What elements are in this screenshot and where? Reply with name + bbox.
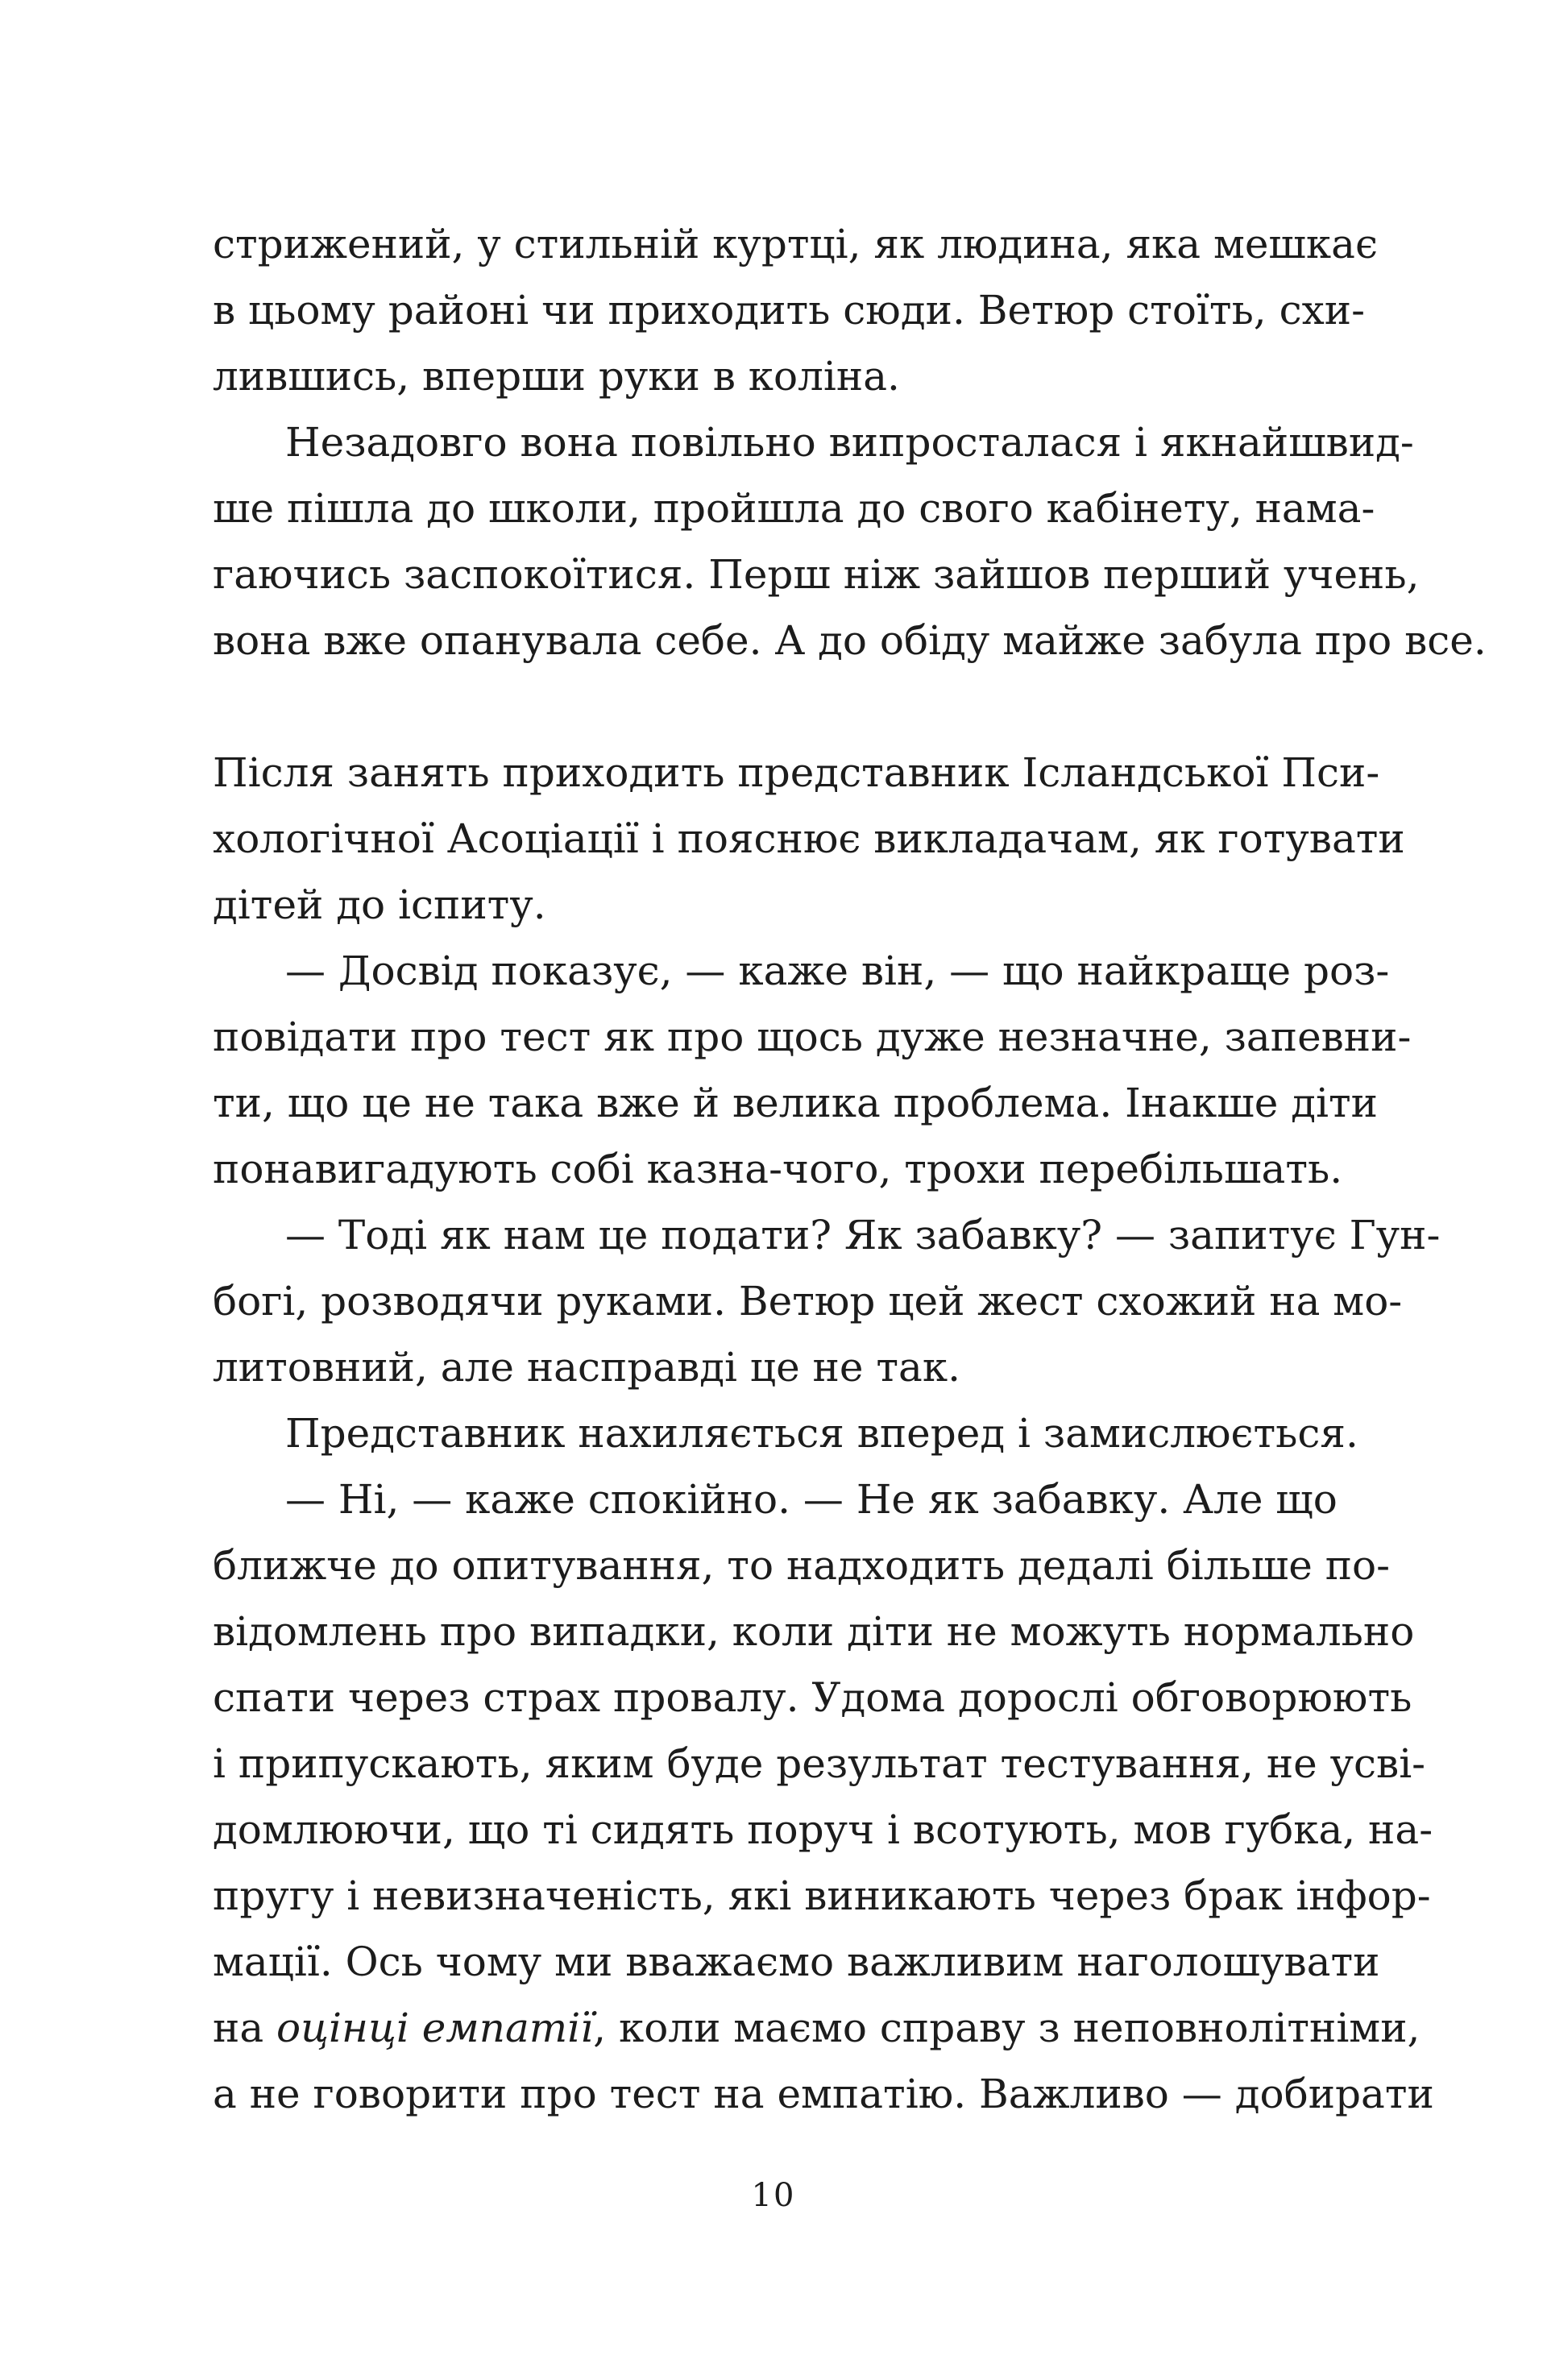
text-line: ше пішла до школи, пройшла до свого кабінету, нама- bbox=[213, 485, 1375, 532]
text-line: а не говорити про тест на емпатію. Важливо — добирати bbox=[213, 2071, 1434, 2117]
text-line: — Досвід показує, — каже він, — що найкраще роз- bbox=[285, 947, 1390, 994]
text-line: богі, розводячи руками. Ветюр цей жест схожий на мо- bbox=[213, 1278, 1403, 1325]
text-line: хологічної Асоціації і пояснює викладачам, як готувати bbox=[213, 815, 1405, 862]
text-line: — Тоді як нам це подати? Як забавку? — запитує Гун- bbox=[285, 1212, 1441, 1258]
text-line: понавигадують собі казна-чого, трохи перебільшать. bbox=[213, 1146, 1343, 1192]
body-text bbox=[213, 211, 1487, 2127]
page-number: 10 bbox=[751, 2177, 796, 2214]
text-line: гаючись заспокоїтися. Перш ніж зайшов перший учень, bbox=[213, 551, 1420, 598]
text-line: вона вже опанувала себе. А до обіду майже забула про все. bbox=[213, 617, 1487, 664]
text-segment: , коли маємо справу з неповнолітніми, bbox=[593, 2005, 1421, 2051]
text-line: Після занять приходить представник Ісландської Пси- bbox=[213, 749, 1380, 796]
text-segment: на bbox=[213, 2005, 277, 2051]
text-line: спати через страх провалу. Удома дорослі обговорюють bbox=[213, 1674, 1412, 1721]
text-line: стрижений, у стильній куртці, як людина, яка мешкає bbox=[213, 221, 1378, 267]
text-line: ти, що це не така вже й велика проблема. Інакше діти bbox=[213, 1080, 1378, 1126]
text-line: Представник нахиляється вперед і замислюється. bbox=[285, 1410, 1358, 1457]
text-line: повідати про тест як про щось дуже незначне, запевни- bbox=[213, 1014, 1412, 1060]
text-line: ближче до опитування, то надходить дедалі більше по- bbox=[213, 1542, 1391, 1589]
text-line: — Ні, — каже спокійно. — Не як забавку. Але що bbox=[285, 1476, 1338, 1523]
text-line: і припускають, яким буде результат тестування, не усві- bbox=[213, 1740, 1426, 1787]
text-line bbox=[213, 1995, 1421, 2061]
text-line: домлюючи, що ті сидять поруч і всотують, мов губка, на- bbox=[213, 1806, 1433, 1853]
text-line: пругу і невизначеність, які виникають через брак інфор- bbox=[213, 1872, 1431, 1919]
text-line: литовний, але насправді це не так. bbox=[213, 1344, 960, 1391]
text-line: лившись, вперши руки в коліна. bbox=[213, 353, 900, 400]
section-break bbox=[213, 674, 1333, 740]
italic-term: оцінці емпатії bbox=[276, 2005, 594, 2051]
text-line: в цьому районі чи приходить сюди. Ветюр стоїть, схи- bbox=[213, 287, 1366, 334]
text-line: мації. Ось чому ми вважаємо важливим наголошувати bbox=[213, 1938, 1380, 1985]
text-line: Незадовго вона повільно випросталася і якнайшвид- bbox=[285, 419, 1414, 466]
text-line: дітей до іспиту. bbox=[213, 881, 546, 928]
text-line: відомлень про випадки, коли діти не можуть нормально bbox=[213, 1608, 1415, 1655]
